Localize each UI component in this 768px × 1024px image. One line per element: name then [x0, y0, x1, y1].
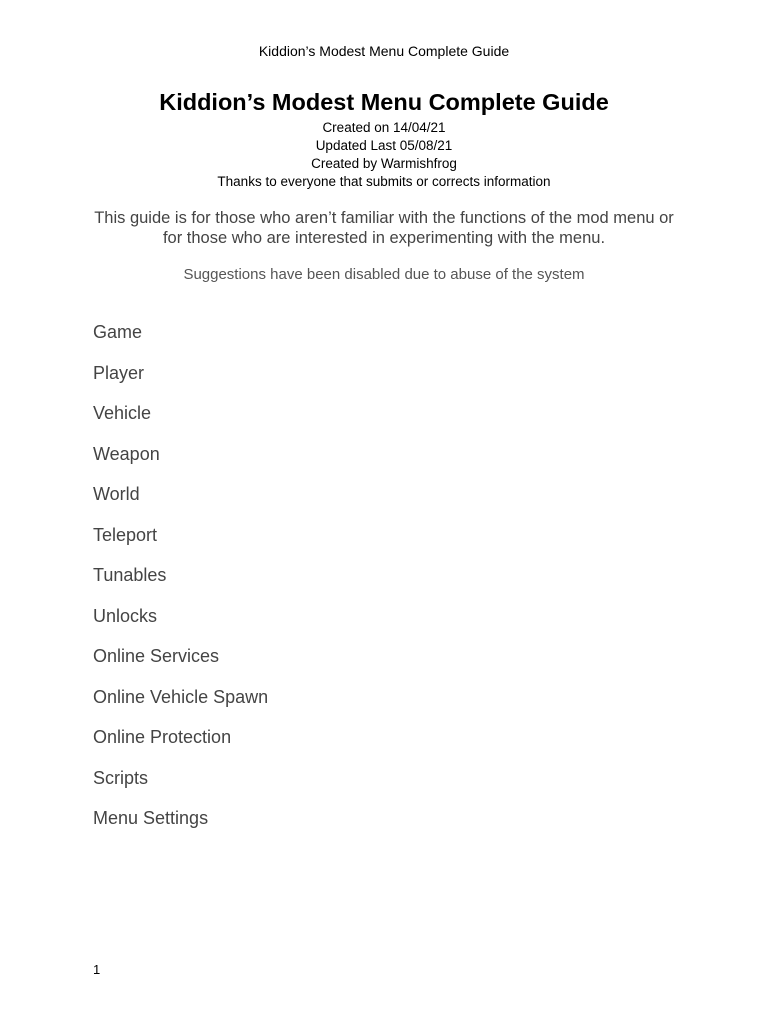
toc-item-world[interactable]: World	[93, 484, 140, 504]
toc-item-vehicle[interactable]: Vehicle	[93, 403, 152, 423]
toc-item-unlocks[interactable]: Unlocks	[93, 605, 158, 626]
table-of-contents	[93, 320, 268, 847]
created-by-text: Created by Warmishfrog	[311, 156, 457, 171]
document-meta	[0, 119, 768, 191]
toc-item-menu-settings[interactable]: Menu Settings	[93, 808, 209, 828]
toc-item-online-vehicle-spawn[interactable]: Online Vehicle Spawn	[93, 686, 269, 707]
toc-item-weapon[interactable]: Weapon	[93, 443, 160, 464]
toc-item-online-services[interactable]: Online Services	[93, 646, 220, 666]
updated-last-text: Updated Last 05/08/21	[315, 138, 453, 153]
toc-item-teleport[interactable]: Teleport	[93, 524, 158, 545]
page-number: 1	[93, 962, 101, 977]
intro-paragraph: This guide is for those who aren’t familiar with the functions of the mod menu or for those who are interested in experimenting with the menu.	[94, 209, 674, 247]
toc-item-scripts[interactable]: Scripts	[93, 767, 149, 788]
document-title: Kiddion’s Modest Menu Complete Guide	[159, 89, 609, 115]
created-on-text: Created on 14/04/21	[322, 120, 446, 135]
toc-item-online-protection[interactable]: Online Protection	[93, 727, 232, 747]
running-header: Kiddion’s Modest Menu Complete Guide	[258, 43, 510, 59]
toc-item-game[interactable]: Game	[93, 322, 143, 342]
toc-item-tunables[interactable]: Tunables	[93, 565, 167, 585]
toc-item-player[interactable]: Player	[93, 362, 145, 383]
suggestions-notice: Suggestions have been disabled due to abuse of the system	[183, 266, 585, 283]
thanks-text: Thanks to everyone that submits or corrects information	[217, 174, 551, 189]
